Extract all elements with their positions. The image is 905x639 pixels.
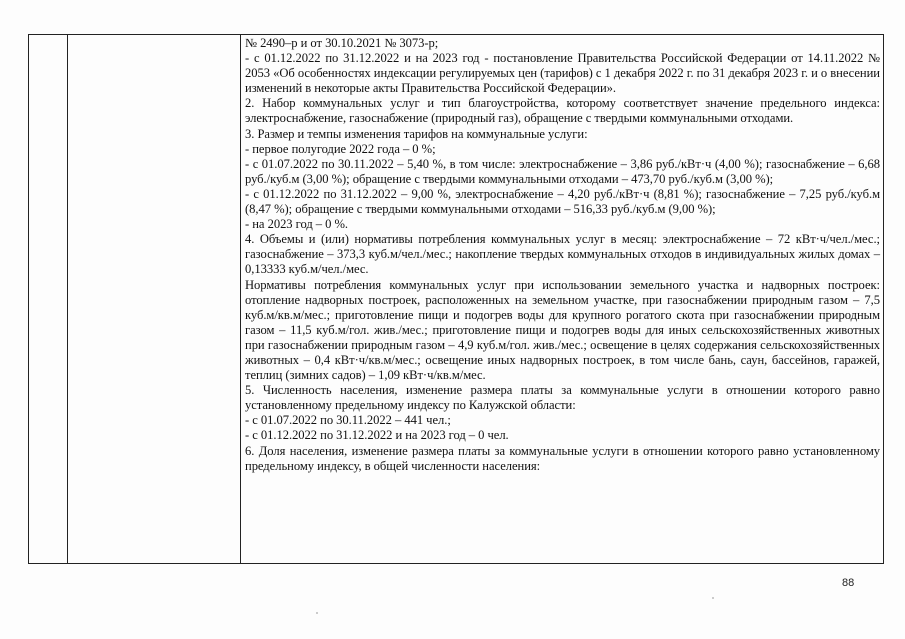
paragraph: - первое полугодие 2022 года – 0 %; <box>245 141 436 156</box>
paragraph: 6. Доля населения, изменение размера платы за коммунальные услуги в отношении которого равно установленному предельному индексу, в общей численности населения: <box>245 443 880 473</box>
paragraph: Нормативы потребления коммунальных услуг при использовании земельного участка и надворных построек: отопление надворных построек, расположенных на земельном участке, при газоснабжении природным газом – 7,5 куб.м/кв.м/мес.; приготовление пищи и подогрев воды для крупного рогатого скота при газоснабжении природным газом – 11,5 куб.м/гол. жив./мес.; приготовление пищи и подогрев воды для иных сельскохозяйственных животных при газоснабжении природным газом – 4,9 куб.м/гол. жив./мес.; освещение в целях содержания сельскохозяйственных животных – 0,4 кВт·ч/кв.м/мес.; освещение иных надворных построек, в том числе бань, саун, бассейнов, гаражей, теплиц (зимних садов) – 1,09 кВт·ч/кв.м/мес. <box>245 277 880 383</box>
table-row <box>29 35 884 564</box>
paragraph: № 2490–р и от 30.10.2021 № 3073-р; <box>245 36 439 50</box>
table-cell-number <box>29 35 68 564</box>
table-cell-content <box>241 35 884 564</box>
paragraph: - с 01.07.2022 по 30.11.2022 – 5,40 %, в том числе: электроснабжение – 3,86 руб./кВт·ч (4,00 %); газоснабжение – 6,68 руб./куб.м (3,00 %); обращение с твердыми коммунальными отходами – 473,70 руб./куб.м (3,00 %); <box>245 156 880 186</box>
page-number: 88 <box>842 577 855 589</box>
paragraph: - на 2023 год – 0 %. <box>245 217 349 232</box>
paragraph: 2. Набор коммунальных услуг и тип благоустройства, которому соответствует значение предельного индекса: электроснабжение, газоснабжение (природный газ), обращение с твердыми коммунальными отходами. <box>245 96 880 126</box>
scan-speck <box>712 597 714 599</box>
scan-speck <box>316 612 318 614</box>
paragraph: 4. Объемы и (или) нормативы потребления коммунальных услуг в месяц: электроснабжение – 72 кВт·ч/чел./мес.; газоснабжение – 373,3 куб.м/чел./мес.; накопление твердых коммунальных отходов в индивидуальных жилых домах – 0,13333 куб.м/чел./мес. <box>245 232 880 277</box>
paragraph: - с 01.12.2022 по 31.12.2022 – 9,00 %, электроснабжение – 4,20 руб./кВт·ч (8,81 %); газоснабжение – 7,25 руб./куб.м (8,47 %); обращение с твердыми коммунальными отходами – 516,33 руб./куб.м (9,00 %); <box>245 186 880 217</box>
paragraph: - с 01.12.2022 по 31.12.2022 и на 2023 год – 0 чел. <box>245 428 509 443</box>
paragraph: - с 01.12.2022 по 31.12.2022 и на 2023 год - постановление Правительства Российской Федерации от 14.11.2022 № 2053 «Об особенностях индексации регулируемых цен (тарифов) с 1 декабря 2022 г. по 31 декабря 2023 г. и о внесении изменений в некоторые акты Правительства Российской Федерации». <box>245 51 880 96</box>
paragraph: 3. Размер и темпы изменения тарифов на коммунальные услуги: <box>245 126 588 141</box>
table-cell-name <box>68 35 241 564</box>
paragraph: - с 01.07.2022 по 30.11.2022 – 441 чел.; <box>245 413 451 428</box>
paragraph: 5. Численность населения, изменение размера платы за коммунальные услуги в отношении которого равно установленному предельному индексу по Калужской области: <box>245 383 880 413</box>
document-table <box>28 34 884 564</box>
